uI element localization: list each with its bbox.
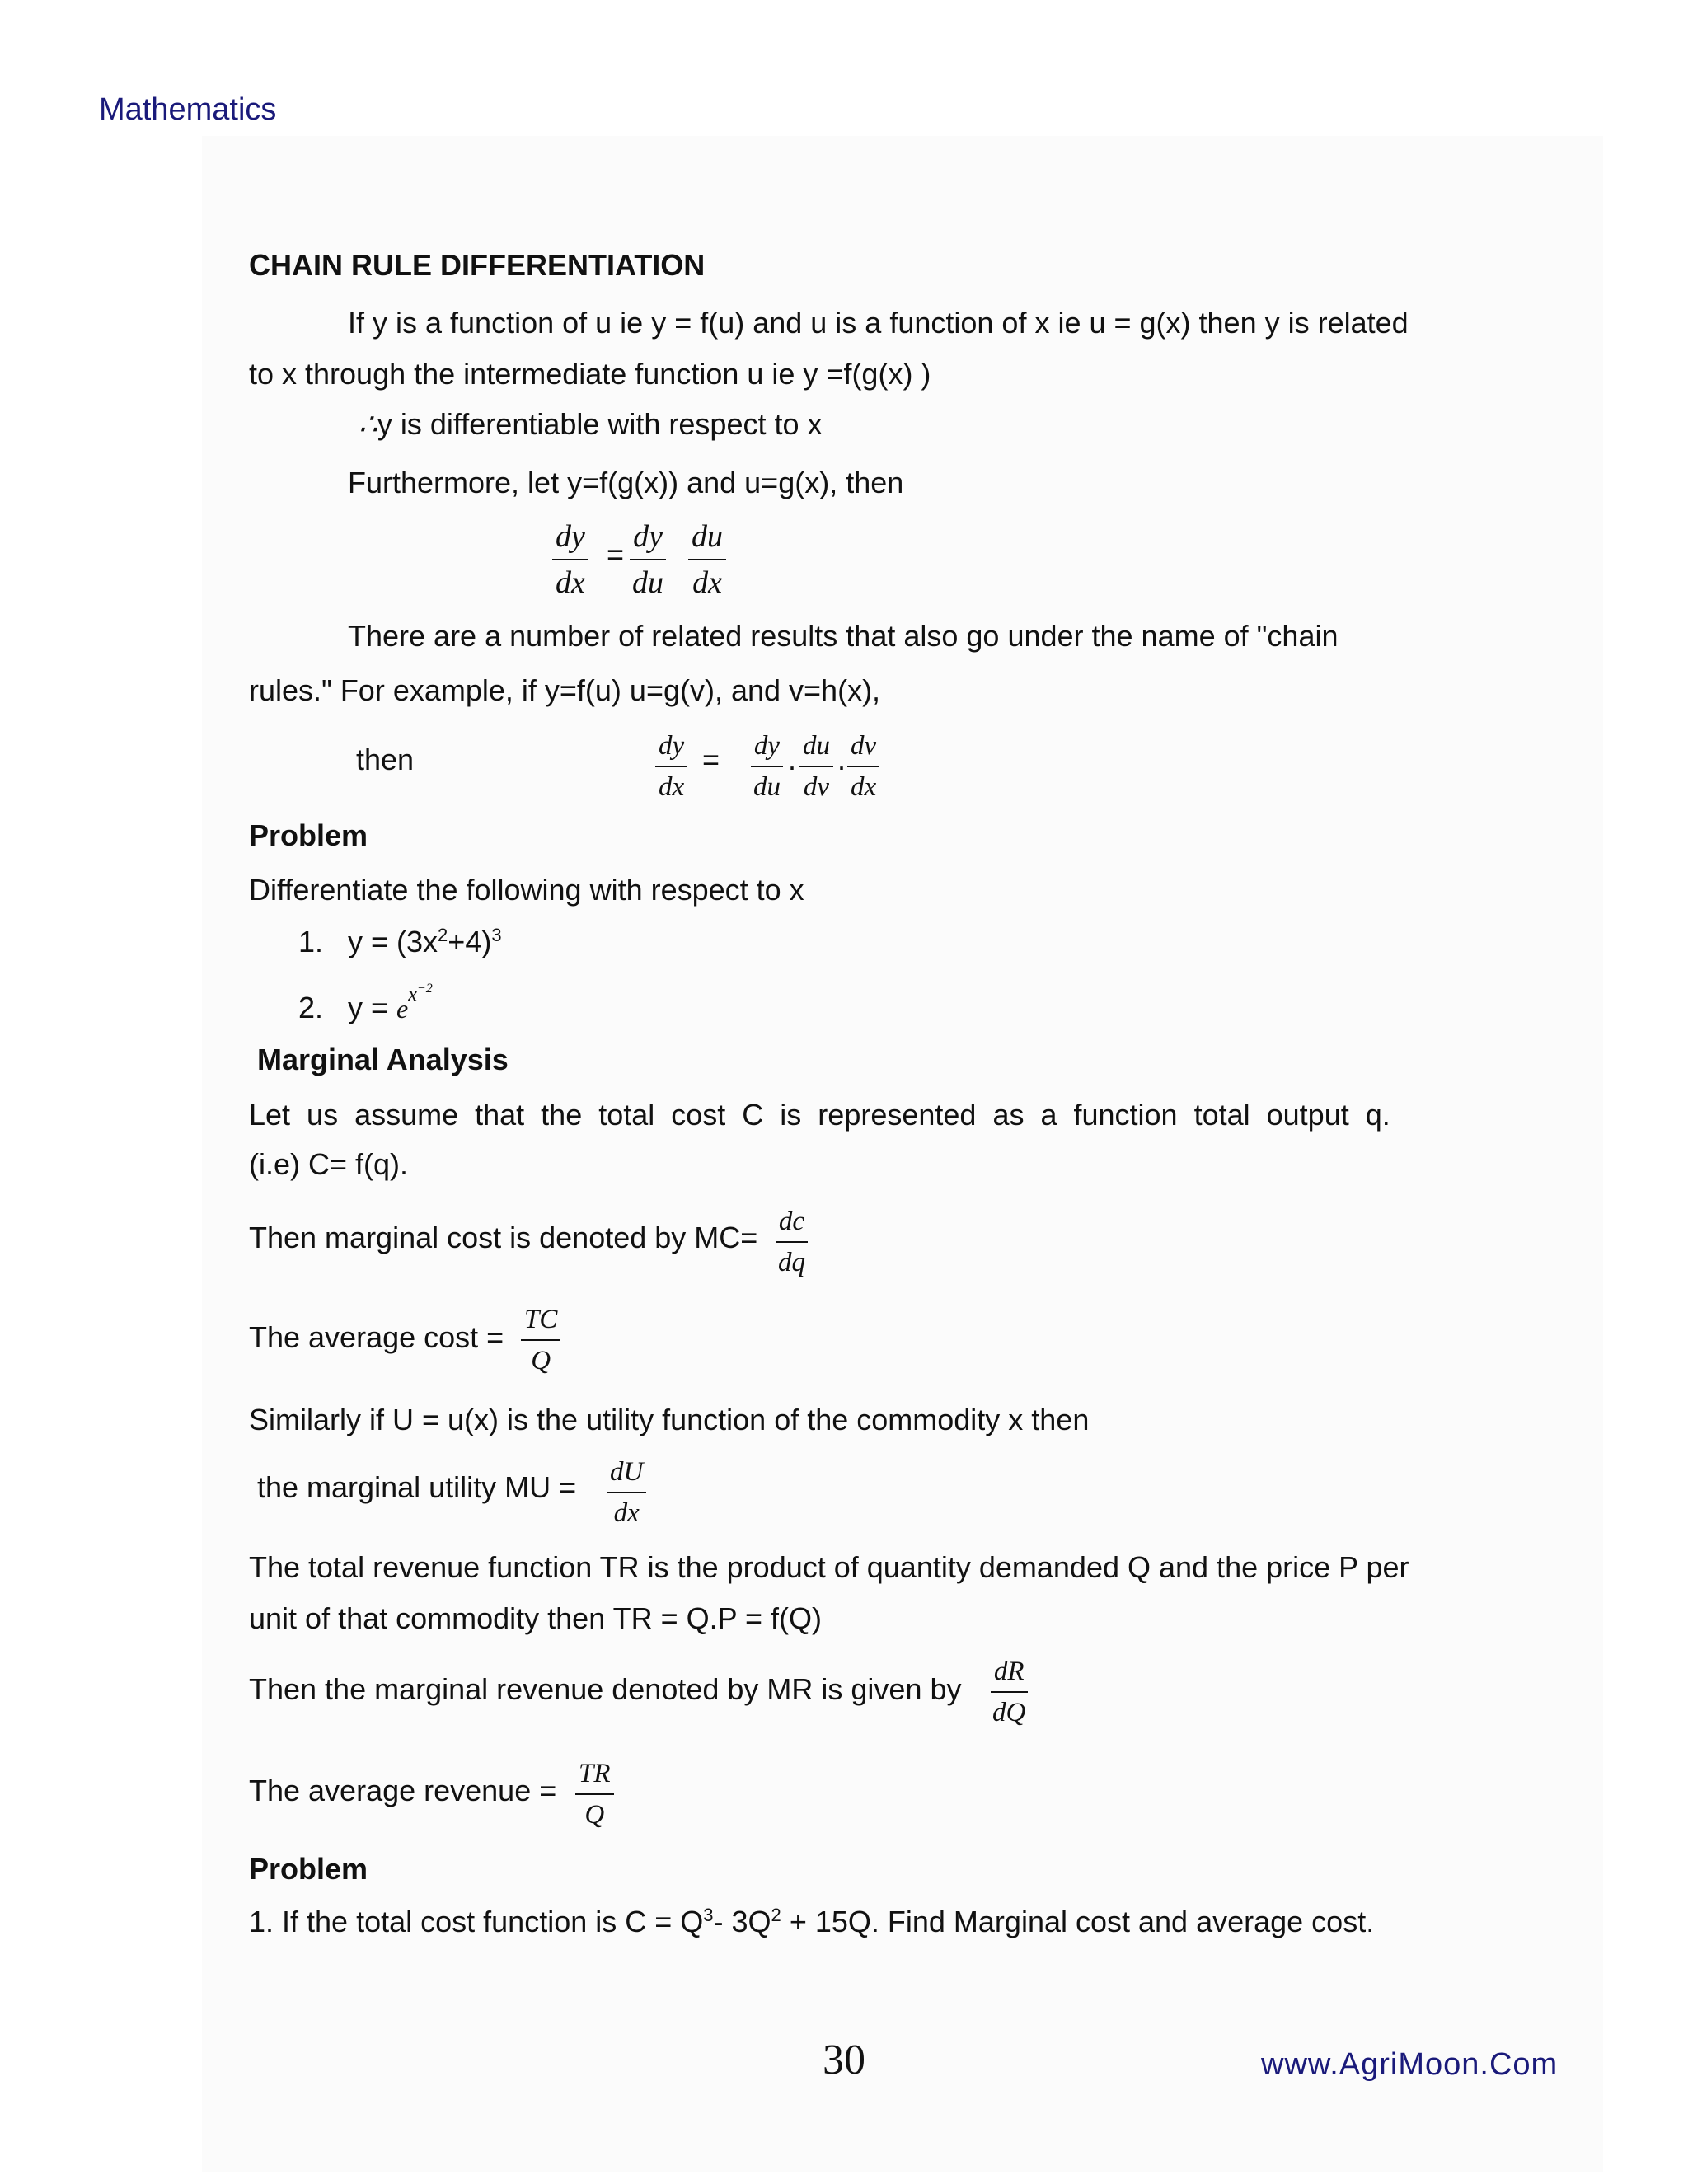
average-cost-fraction [521, 1303, 560, 1377]
therefore-symbol: ∴ [359, 408, 377, 441]
marginal-revenue-fraction [989, 1655, 1029, 1729]
item1-text-a: y = (3x [348, 925, 438, 958]
fraction-denominator: dx [851, 772, 877, 802]
fraction-denominator: dx [659, 772, 685, 802]
subject-header: Mathematics [99, 92, 277, 127]
eq2-fraction-dy-du [750, 729, 784, 804]
chain-rule-title: CHAIN RULE DIFFERENTIATION [249, 248, 706, 282]
fraction-denominator: dx [556, 565, 585, 600]
problem2-text-b: - 3Q [713, 1905, 771, 1938]
eq1-fraction-dy-du [629, 518, 667, 602]
fraction-numerator: dy [751, 729, 783, 767]
problem2-exponent-3: 3 [703, 1905, 714, 1925]
average-revenue-fraction [575, 1757, 614, 1831]
problem1-item2 [348, 982, 433, 1025]
fraction-numerator: dc [776, 1205, 808, 1243]
average-revenue-text: The average revenue = [249, 1774, 557, 1807]
marginal-cost-text: Then marginal cost is denoted by MC= [249, 1221, 758, 1254]
marginal-analysis-title: Marginal Analysis [257, 1043, 509, 1076]
problem2-exponent-2: 2 [771, 1905, 781, 1925]
fraction-denominator: dx [613, 1498, 640, 1528]
fraction-numerator: dR [991, 1655, 1028, 1693]
therefore-line [359, 408, 823, 441]
marginal-utility-text: the marginal utility MU = [257, 1470, 577, 1504]
eq2-fraction-du-dv [799, 729, 833, 804]
problem2-text-c: + 15Q. Find Marginal cost and average cost. [789, 1905, 1375, 1938]
eq1-equals: = [607, 537, 625, 571]
total-revenue-line2: unit of that commodity then TR = Q.P = f(Q) [249, 1601, 822, 1635]
fraction-denominator: du [753, 772, 781, 802]
therefore-text: y is differentiable with respect to x [377, 407, 823, 441]
chain-rule-intro-line2: to x through the intermediate function u ie y =f(g(x) ) [249, 357, 931, 391]
chain-rule-intro-line1: If y is a function of u ie y = f(u) and u is a function of x ie u = g(x) then y is related [348, 306, 1409, 340]
fraction-numerator: dy [655, 729, 687, 767]
content-panel [202, 136, 1603, 2172]
problem1-item1 [348, 926, 502, 958]
fraction-numerator: dv [847, 729, 879, 767]
item1-text-b: +4) [448, 925, 492, 958]
fraction-denominator: Q [531, 1346, 551, 1376]
eq2-dot-1: . [788, 743, 797, 776]
fraction-numerator: dU [607, 1455, 646, 1493]
eq1-lhs-fraction [552, 518, 588, 602]
fraction-numerator: dy [552, 518, 588, 560]
problem2-question [249, 1905, 1374, 1938]
fraction-numerator: du [688, 518, 726, 560]
furthermore-line: Furthermore, let y=f(g(x)) and u=g(x), then [348, 466, 904, 499]
fraction-denominator: dq [778, 1248, 805, 1277]
eq2-dot-2: . [837, 743, 846, 776]
page-number: 30 [823, 2036, 865, 2083]
then-label: then [356, 743, 415, 776]
item2-exponent-power: −2 [416, 982, 433, 996]
total-revenue-line1: The total revenue function TR is the product of quantity demanded Q and the price P per [249, 1550, 1409, 1584]
eq1-fraction-du-dx [688, 518, 726, 602]
marginal-utility-fraction [607, 1455, 646, 1530]
marginal-line1: Let us assume that the total cost C is represented as a function total output q. [249, 1098, 1390, 1132]
problem2-title: Problem [249, 1852, 368, 1886]
problem1-item2-number: 2. [298, 991, 324, 1024]
problem1-item1-number: 1. [298, 925, 324, 958]
fraction-denominator: dQ [992, 1698, 1026, 1727]
eq2-lhs-fraction [655, 729, 687, 804]
marginal-line2: (i.e) C= f(q). [249, 1147, 409, 1181]
marginal-cost-fraction [775, 1205, 809, 1279]
fraction-numerator: dy [630, 518, 666, 560]
fraction-numerator: du [799, 729, 833, 767]
fraction-numerator: TC [521, 1303, 560, 1341]
item2-base-e: e [396, 994, 409, 1024]
marginal-revenue-text: Then the marginal revenue denoted by MR is given by [249, 1672, 962, 1706]
problem1-title: Problem [249, 818, 368, 852]
related-line1: There are a number of related results that also go under the name of "chain [348, 619, 1339, 653]
problem1-instruction: Differentiate the following with respect to x [249, 873, 804, 907]
fraction-denominator: dv [803, 772, 830, 802]
website-link[interactable]: www.AgriMoon.Com [1261, 2047, 1559, 2082]
problem2-text-a: 1. If the total cost function is C = Q [249, 1905, 704, 1938]
eq2-equals: = [702, 743, 720, 776]
fraction-numerator: TR [575, 1757, 614, 1795]
item1-exponent-2: 3 [491, 925, 502, 945]
item2-exponent-x: x [408, 984, 417, 1005]
fraction-denominator: dx [692, 565, 722, 600]
fraction-denominator: du [632, 565, 663, 600]
utility-line: Similarly if U = u(x) is the utility function of the commodity x then [249, 1403, 1090, 1436]
item2-prefix: y = [348, 991, 389, 1024]
average-cost-text: The average cost = [249, 1320, 504, 1354]
related-line2: rules." For example, if y=f(u) u=g(v), and v=h(x), [249, 673, 881, 707]
eq2-fraction-dv-dx [847, 729, 879, 804]
item1-exponent-1: 2 [438, 925, 448, 945]
fraction-denominator: Q [584, 1800, 605, 1830]
